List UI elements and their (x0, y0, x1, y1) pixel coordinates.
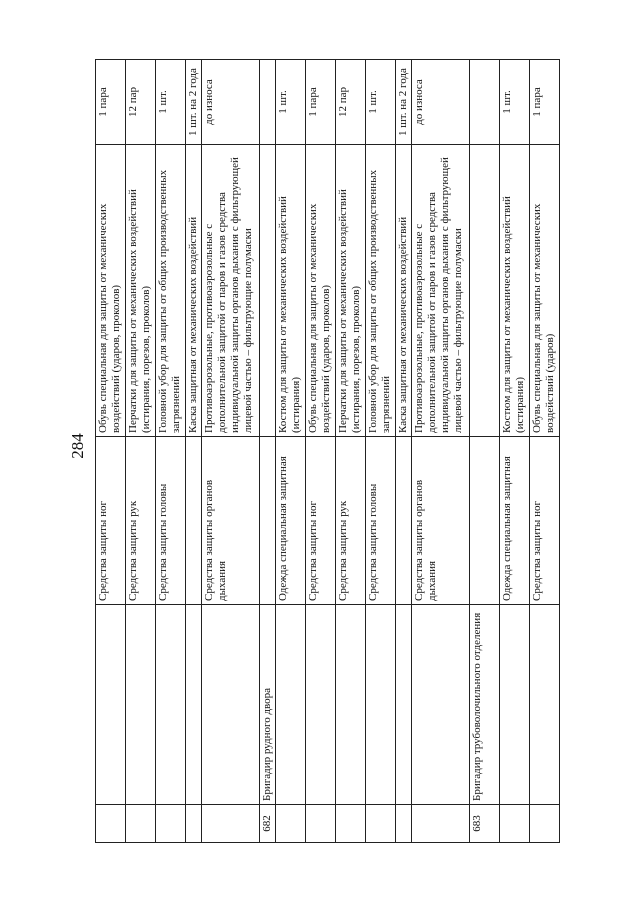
ppe-type: Средства защиты рук (126, 437, 156, 605)
ppe-type (396, 437, 412, 605)
ppe-type: Средства защиты органов дыхания (202, 437, 260, 605)
issue-norm (260, 60, 276, 145)
row-number (412, 805, 470, 843)
job-title (96, 605, 126, 805)
row-number (530, 805, 560, 843)
issue-norm: 12 пар (336, 60, 366, 145)
table-row (412, 60, 470, 843)
ppe-norms-table (95, 59, 560, 843)
job-title (530, 605, 560, 805)
ppe-type: Средства защиты ног (306, 437, 336, 605)
table-row (306, 60, 336, 843)
ppe-description: Противоаэрозольные, противоаэрозольные с дополнительной защитой от паров и газов средства индивидуальной защиты органов дыхания с фильтрующей лицевой частью – фильтрующие полумаски (202, 145, 260, 437)
ppe-description: Каска защитная от механических воздействий (396, 145, 412, 437)
ppe-type (186, 437, 202, 605)
row-number: 682 (260, 805, 276, 843)
job-title (126, 605, 156, 805)
ppe-type: Одежда специальная защитная (500, 437, 530, 605)
ppe-type: Одежда специальная защитная (276, 437, 306, 605)
table-row (530, 60, 560, 843)
table-row (366, 60, 396, 843)
job-title (276, 605, 306, 805)
ppe-description (260, 145, 276, 437)
ppe-description: Обувь специальная для защиты от механических воздействий (ударов) (530, 145, 560, 437)
job-title (500, 605, 530, 805)
ppe-description: Каска защитная от механических воздействий (186, 145, 202, 437)
row-number (366, 805, 396, 843)
ppe-type: Средства защиты органов дыхания (412, 437, 470, 605)
issue-norm: 1 пара (530, 60, 560, 145)
table-body (96, 60, 560, 843)
ppe-type: Средства защиты ног (96, 437, 126, 605)
ppe-type: Средства защиты ног (530, 437, 560, 605)
row-number (396, 805, 412, 843)
issue-norm: 1 шт. (276, 60, 306, 145)
table-row (470, 60, 500, 843)
job-title: Бригадир трубоволочильного отделения (470, 605, 500, 805)
job-title: Бригадир рудного двора (260, 605, 276, 805)
table-row (156, 60, 186, 843)
table-row (500, 60, 530, 843)
job-title (202, 605, 260, 805)
job-title (186, 605, 202, 805)
ppe-type: Средства защиты рук (336, 437, 366, 605)
job-title (366, 605, 396, 805)
issue-norm: 12 пар (126, 60, 156, 145)
table-row (202, 60, 260, 843)
ppe-description: Головной убор для защиты от общих производственных загрязнений (366, 145, 396, 437)
table-row (336, 60, 366, 843)
ppe-description: Противоаэрозольные, противоаэрозольные с дополнительной защитой от паров и газов средства индивидуальной защиты органов дыхания с фильтрующей лицевой частью – фильтрующие полумаски (412, 145, 470, 437)
table-row (186, 60, 202, 843)
page-number: 284 (68, 433, 87, 459)
ppe-description: Обувь специальная для защиты от механических воздействий (ударов, проколов) (306, 145, 336, 437)
row-number (156, 805, 186, 843)
job-title (412, 605, 470, 805)
job-title (396, 605, 412, 805)
ppe-description: Обувь специальная для защиты от механических воздействий (ударов, проколов) (96, 145, 126, 437)
ppe-type (470, 437, 500, 605)
ppe-description: Костюм для защиты от механических воздействий (истирания) (500, 145, 530, 437)
ppe-description: Перчатки для защиты от механических воздействий (истирания, порезов, проколов) (336, 145, 366, 437)
ppe-type: Средства защиты головы (366, 437, 396, 605)
row-number (202, 805, 260, 843)
job-title (336, 605, 366, 805)
ppe-type (260, 437, 276, 605)
ppe-description: Головной убор для защиты от общих производственных загрязнений (156, 145, 186, 437)
row-number (336, 805, 366, 843)
job-title (156, 605, 186, 805)
row-number: 683 (470, 805, 500, 843)
issue-norm (470, 60, 500, 145)
row-number (126, 805, 156, 843)
table-row (396, 60, 412, 843)
row-number (306, 805, 336, 843)
issue-norm: 1 шт. на 2 года (396, 60, 412, 145)
ppe-description: Костюм для защиты от механических воздействий (истирания) (276, 145, 306, 437)
issue-norm: 1 пара (96, 60, 126, 145)
ppe-description (470, 145, 500, 437)
row-number (500, 805, 530, 843)
issue-norm: до износа (412, 60, 470, 145)
issue-norm: 1 пара (306, 60, 336, 145)
table-row (126, 60, 156, 843)
table-row (96, 60, 126, 843)
table-row (260, 60, 276, 843)
ppe-description: Перчатки для защиты от механических воздействий (истирания, порезов, проколов) (126, 145, 156, 437)
ppe-type: Средства защиты головы (156, 437, 186, 605)
issue-norm: 1 шт. (500, 60, 530, 145)
issue-norm: 1 шт. (156, 60, 186, 145)
issue-norm: до износа (202, 60, 260, 145)
row-number (96, 805, 126, 843)
row-number (276, 805, 306, 843)
table-row (276, 60, 306, 843)
row-number (186, 805, 202, 843)
job-title (306, 605, 336, 805)
issue-norm: 1 шт. (366, 60, 396, 145)
issue-norm: 1 шт. на 2 года (186, 60, 202, 145)
